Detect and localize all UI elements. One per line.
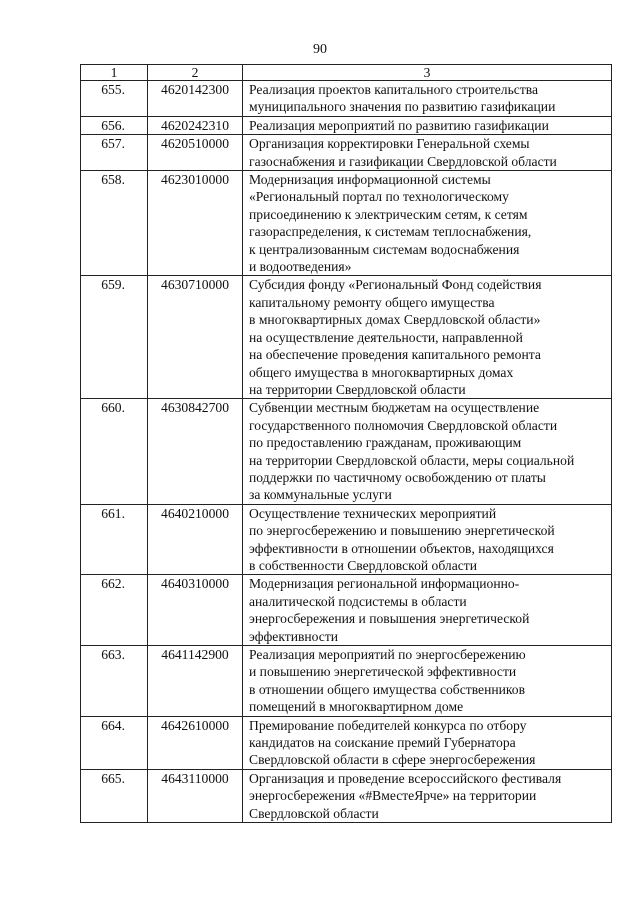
expense-name-cell — [243, 504, 612, 575]
row-number-cell: 665. — [81, 769, 148, 822]
row-number-cell: 657. — [81, 135, 148, 171]
budget-code-cell: 4620510000 — [148, 135, 243, 171]
row-number-cell: 661. — [81, 504, 148, 575]
expense-name-line: Реализация проектов капитального строительства — [249, 82, 539, 97]
table-header-row — [81, 65, 612, 81]
expense-name-line: энергосбережения «#ВместеЯрче» на территории — [249, 788, 537, 804]
page-number: 90 — [313, 42, 327, 57]
expense-name-line: Организация и проведение всероссийского фестиваля — [249, 770, 562, 786]
expense-name-cell — [243, 769, 612, 822]
row-number-cell: 664. — [81, 716, 148, 769]
row-number-cell: 663. — [81, 646, 148, 717]
expense-name-line: Модернизация региональной информационно- — [249, 576, 520, 592]
expense-name-cell — [243, 575, 612, 646]
table-row — [81, 135, 612, 171]
table-row — [81, 171, 612, 276]
row-number-cell: 660. — [81, 399, 148, 504]
budget-code-cell: 4620142300 — [148, 81, 243, 117]
expense-name-line: Свердловской области в сфере энергосбережения — [249, 752, 536, 768]
budget-code-cell: 4640310000 — [148, 575, 243, 646]
table-row — [81, 716, 612, 769]
expense-name-line: на осуществление деятельности, направленной — [249, 329, 523, 345]
expense-name-line: Организация корректировки Генеральной схемы — [249, 136, 530, 152]
budget-code-cell: 4640210000 — [148, 504, 243, 575]
expense-name-line: Модернизация информационной системы — [249, 172, 491, 188]
expense-name-line: на обеспечение проведения капитального ремонта — [249, 347, 541, 363]
expense-name-line: на территории Свердловской области — [249, 381, 466, 397]
expense-name-line: Субсидия фонду «Региональный Фонд содействия — [249, 277, 542, 293]
expense-name-line: к централизованным системам водоснабжения — [249, 241, 520, 257]
expense-name-line: Реализация мероприятий по развитию газификации — [249, 117, 549, 133]
expense-name-line: Реализация мероприятий по энергосбережению — [249, 647, 526, 662]
row-number-cell: 658. — [81, 171, 148, 276]
table-row — [81, 769, 612, 822]
expense-name-cell — [243, 646, 612, 717]
expense-name-line: в отношении общего имущества собственников — [249, 681, 526, 697]
row-number-cell: 662. — [81, 575, 148, 646]
table-row — [81, 116, 612, 134]
table-row — [81, 646, 612, 717]
expense-name-line: Свердловской области — [249, 805, 379, 821]
expense-name-line: за коммунальные услуги — [249, 487, 392, 503]
expense-name-line: в многоквартирных домах Свердловской области» — [249, 312, 541, 328]
expense-name-line: поддержки по частичному освобождению от платы — [249, 469, 546, 485]
budget-codes-table — [80, 64, 612, 823]
budget-code-cell: 4630842700 — [148, 399, 243, 504]
expense-name-cell — [243, 399, 612, 504]
column-header-code: 2 — [148, 65, 243, 81]
expense-name-cell — [243, 135, 612, 171]
expense-name-line: аналитической подсистемы в области — [249, 593, 467, 609]
table-row — [81, 276, 612, 399]
expense-name-cell — [243, 171, 612, 276]
table-row — [81, 399, 612, 504]
column-header-name: 3 — [243, 65, 612, 81]
expense-name-cell — [243, 716, 612, 769]
expense-name-line: эффективности в отношении объектов, находящихся — [249, 540, 554, 556]
expense-name-line: Субвенции местным бюджетам на осуществление — [249, 400, 540, 416]
expense-name-line: в собственности Свердловской области — [249, 557, 477, 573]
expense-name-line: государственного полномочия Свердловской области — [249, 417, 558, 433]
expense-name-cell — [243, 276, 612, 399]
expense-name-line: по энергосбережению и повышению энергетической — [249, 523, 555, 539]
expense-name-line: кандидатов на соискание премий Губернатора — [249, 735, 516, 751]
expense-name-line: на территории Свердловской области, меры социальной — [249, 452, 575, 468]
row-number-cell: 656. — [81, 116, 148, 134]
expense-name-line: эффективности — [249, 628, 339, 644]
expense-name-line: газоснабжения и газификации Свердловской области — [249, 153, 557, 169]
expense-name-line: и водоотведения» — [249, 259, 352, 275]
row-number-cell: 655. — [81, 81, 148, 117]
expense-name-line: «Региональный портал по технологическому — [249, 189, 509, 205]
expense-name-line: присоединению к электрическим сетям, к сетям — [249, 206, 528, 222]
expense-name-line: газораспределения, к системам теплоснабжения, — [249, 224, 532, 240]
expense-name-line: Осуществление технических мероприятий — [249, 505, 497, 521]
table-row — [81, 81, 612, 117]
budget-code-cell: 4642610000 — [148, 716, 243, 769]
expense-name-line: Премирование победителей конкурса по отбору — [249, 717, 527, 733]
budget-code-cell: 4623010000 — [148, 171, 243, 276]
budget-code-cell: 4630710000 — [148, 276, 243, 399]
table-row — [81, 504, 612, 575]
expense-name-cell — [243, 81, 612, 117]
expense-name-cell — [243, 116, 612, 134]
row-number-cell: 659. — [81, 276, 148, 399]
expense-name-line: общего имущества в многоквартирных домах — [249, 364, 514, 380]
expense-name-line: помещений в многоквартирном доме — [249, 699, 464, 715]
expense-name-line: муниципального значения по развитию газификации — [249, 99, 556, 115]
budget-code-cell: 4620242310 — [148, 116, 243, 134]
expense-name-line: по предоставлению гражданам, проживающим — [249, 435, 522, 451]
table-row — [81, 575, 612, 646]
budget-code-cell: 4643110000 — [148, 769, 243, 822]
expense-name-line: и повышению энергетической эффективности — [249, 664, 517, 680]
budget-code-cell: 4641142900 — [148, 646, 243, 717]
column-header-number: 1 — [81, 65, 148, 81]
expense-name-line: капитальному ремонту общего имущества — [249, 294, 495, 310]
expense-name-line: энергосбережения и повышения энергетической — [249, 611, 530, 627]
